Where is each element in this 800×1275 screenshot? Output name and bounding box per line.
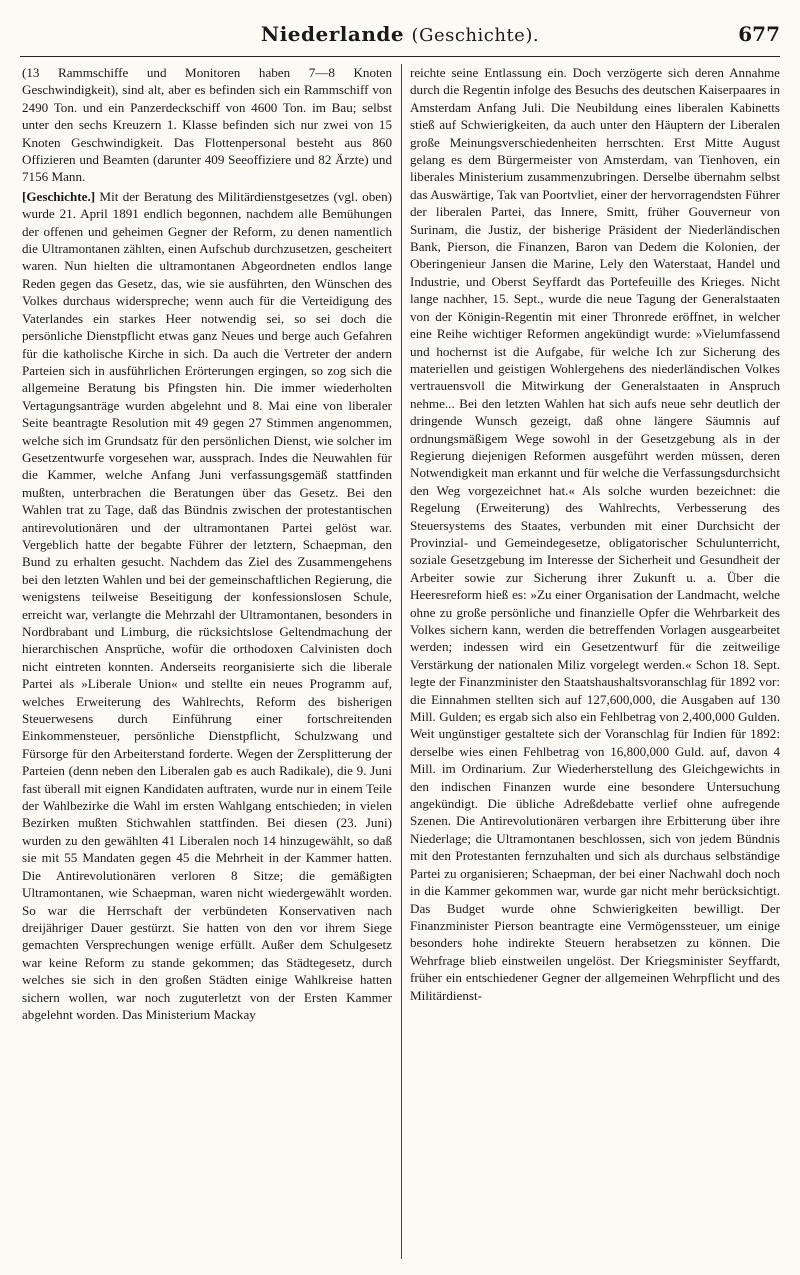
right-column	[410, 64, 780, 1259]
section-label: [Geschichte.]	[22, 188, 96, 204]
right-column-text: reichte seine Entlassung ein. Doch verzögerte sich deren Annahme durch die Regentin infolge des Besuchs des deutschen Kaiserpaares in Amsterdam Anfang Juli. Die Neubildung eines liberalen Kabinetts stieß auf Schwierigkeiten, da auch unter den Häuptern der Liberalen große Meinungsverschiedenheiten herrschten. Erst Mitte August gelang es dem Bürgermeister von Amsterdam, van Tienhoven, ein liberales Ministerium zusammenzubringen. Derselbe übernahm selbst das Auswärtige, Tak van Poortvliet, einer der hervorragendsten Führer der liberalen Partei, das Innere, Smitt, früher Gouverneur von Surinam, die Justiz, der bisherige Präsident der Niederländischen Bank, Pierson, die Finanzen, Baron van Dedem die Kolonien, der Oberingenieur Jansen die Marine, Lely den Waterstaat, Handel und Industrie, und Oberst Seyffardt das Portefeuille des Krieges. Nicht lange nachher, 15. Sept., wurde die neue Tagung der Generalstaaten von der Königin-Regentin mit einer Thronrede eröffnet, in welcher eine Reihe wichtiger Reformen angekündigt wurde: »Vielumfassend und hochernst ist die Aufgabe, für welche Ich zur Sicherung des materiellen und geistigen Wohlergehens des niederländischen Volkes vertrauensvoll die Mitwirkung der Generalstaaten in Anspruch nehme... Bei den letzten Wahlen hat sich aufs neue sehr deutlich der dringende Wunsch gezeigt, daß ohne längere Säumnis auf ordnungsmäßigem Wege sowohl in der Gesetzgebung als in der Regierung diejenigen Reformen ausgeführt werden müssen, deren Notwendigkeit man erkannt und für welche die Verfassungsdurchsicht den Weg vorgezeichnet hat.« Als solche wurden bezeichnet: die Regelung (Erweiterung) des Wahlrechts, Verbesserung des Steuersystems des Staates, verbunden mit einer Durchsicht der Provinzial- und Gemeindegesetze, obligatorischer Schulunterricht, soziale Gesetzgebung im Interesse der Sicherheit und Gesundheit der Arbeiter sowie zur Sicherung ihrer Zukunft u. a. Über die Heeresreform hieß es: »Zu einer Organisation der Landmacht, welche ohne zu große persönliche und finanzielle Opfer die Wehrbarkeit des Volkes sichern kann, werden die betreffenden Vorlagen ausgearbeitet werden; indessen wird ein Gesetzentwurf für die zeitweilige Verstärkung der nationalen Miliz vorgelegt werden.« Schon 18. Sept. legte der Finanzminister den Staatshaushaltsvoranschlag für 1892 vor: die Einnahmen stellten sich auf 127,600,000, die Ausgaben auf 130 Mill. Gulden; es ergab sich also ein Fehlbetrag von 2,400,000 Gulden. Weit ungünstiger gestaltete sich der Voranschlag für Indien für 1892: derselbe wies einen Fehlbetrag von 16,800,000 Guld. auf, davon 4 Mill. im Ordinarium. Zur Wiederherstellung des Gleichgewichts in den indischen Finanzen wurde eine besondere Untersuchung angekündigt. Die übliche Adreßdebatte verlief ohne aufregende Szenen. Die Antirevolutionären verbargen ihre Erbitterung über ihre Niederlage; die Ultramontanen beschlossen, sich von jedem Bündnis mit den Protestanten fernzuhalten und sich als durchaus selbständige Partei zu organisieren; Schaepman, der bei einer Nachwahl doch noch in die Kammer gekommen war, wurde gar nicht mehr berücksichtigt. Das Budget wurde ohne Schwierigkeiten bewilligt. Der Finanzminister Pierson beantragte eine Vermögenssteuer, um einige besonders hohe indirekte Steuern herabsetzen zu können. Die Wehrfrage blieb einstweilen ungelöst. Der Kriegsminister Seyffardt, früher ein entschiedener Gegner der allgemeinen Wehrpflicht und des Militärdienst-	[410, 65, 780, 1003]
running-title	[20, 22, 780, 46]
page-header	[20, 22, 780, 57]
page-number: 677	[738, 22, 780, 46]
history-paragraph	[22, 188, 392, 1024]
running-title-subtitle: (Geschichte).	[411, 25, 540, 46]
running-title-main: Niederlande	[260, 22, 405, 46]
navy-paragraph: (13 Rammschiffe und Monitoren haben 7—8 Knoten Geschwindigkeit), sind alt, aber es befinden sich ein Rammschiff von 2490 Ton. und ein Panzerdeckschiff von 4600 Ton. im Bau; selbst unter den sechs Kreuzern 1. Klasse befinden sich nur zwei von 15 Knoten Geschwindigkeit. Das Flottenpersonal besteht aus 860 Offizieren und Beamten (darunter 409 Seeoffiziere und 82 Ärzte) und 7156 Mann.	[22, 65, 392, 185]
history-text: Mit der Beratung des Militärdienstgesetzes (vgl. oben) wurde 21. April 1891 endlich begonnen, nachdem alle Bemühungen der offenen und geheimen Gegner der Reform, zu denen namentlich die Ultramontanen zählten, einen Aufschub durchzusetzen, gescheitert waren. Nun hielten die ultramontanen Abgeordneten endlos lange Reden gegen das Gesetz, das, wie sie ausführten, den Wünschen des Volkes durchaus widerspreche; wenn auch für die Verteidigung des Vaterlandes ein starkes Heer notwendig sei, so sei doch die persönliche Dienstpflicht etwas ganz Neues und berge auch Gefahren für die katholische Kirche in sich. Da auch die Vertreter der andern Parteien sich in ausführlichen Erörterungen ergingen, so zog sich die allgemeine Beratung bis Pfingsten hin. Die immer wiederholten Vertagungsanträge wurden abgelehnt und 8. Mai eine von liberaler Seite beantragte Resolution mit 49 gegen 27 Stimmen angenommen, welche sich im Grundsatz für den persönlichen Dienst, wie solcher im Gesetzentwurfe vorgesehen war, aussprach. Indes die Neuwahlen für die Kammer, welche Anfang Juni verfassungsgemäß stattfinden mußten, unterbrachen die Beratungen über das Gesetz. Bei den Wahlen trat zu Tage, daß das Bündnis zwischen der protestantischen antirevolutionären und der ultramontanen Partei gelöst war. Vergeblich hatte der begabte Führer der letztern, Schaepman, den Bund zu erhalten gesucht. Nachdem das Ziel des Zusammengehens bei den letzten Wahlen und bei der gemeinschaftlichen Regierung, die wenigstens teilweise Beseitigung der konfessionslosen Schule, erreicht war, verlangte die Mehrzahl der Ultramontanen, besonders in Nordbrabant und Limburg, die rücksichtslose Geltendmachung der hierarchischen Ansprüche, wofür die orthodoxen Calvinisten doch nicht eintreten konnten. Anderseits reorganisierte sich die liberale Partei als »Liberale Union« und stellte ein neues Programm auf, welches Erweiterung des Wahlrechts, Reform des bisherigen Steuerwesens durch Einführung einer fortschreitenden Einkommensteuer, persönliche Dienstpflicht, Schulzwang und Fürsorge für den Arbeiterstand forderte. Wegen der Zersplitterung der Parteien (denn neben den Liberalen gab es auch Radikale), die 9. Juni fast überall mit eignen Kandidaten auftraten, wurde nur in einem Teile der Wahlbezirke die Wahl im ersten Wahlgang entschieden; in vielen Bezirken mußten Stichwahlen stattfinden. Bei diesen (23. Juni) wurden zu den gewählten 41 Liberalen noch 14 hinzugewählt, so daß sie mit 55 Mandaten gegen 45 die Mehrheit in der Kammer hatten. Die Antirevolutionären verloren 8 Sitze; die gemäßigten Ultramontanen, wie Schaepman, waren nicht wiedergewählt worden. So war die Herrschaft der verbündeten Konservativen nach dreijähriger Dauer gestürzt. Sie hatten von den vor ihrem Siege gemachten Versprechungen wenige erfüllt. Außer dem Schulgesetz war keine Reform zu stande gekommen; das Städtegesetz, durch welches sie sich in den großen Städten einige Wahlkreise hatten sichern wollen, war noch zuguterletzt von der Ersten Kammer abgelehnt worden. Das Ministerium Mackay	[22, 188, 392, 1022]
column-divider	[401, 64, 402, 1259]
left-column	[22, 64, 392, 1259]
